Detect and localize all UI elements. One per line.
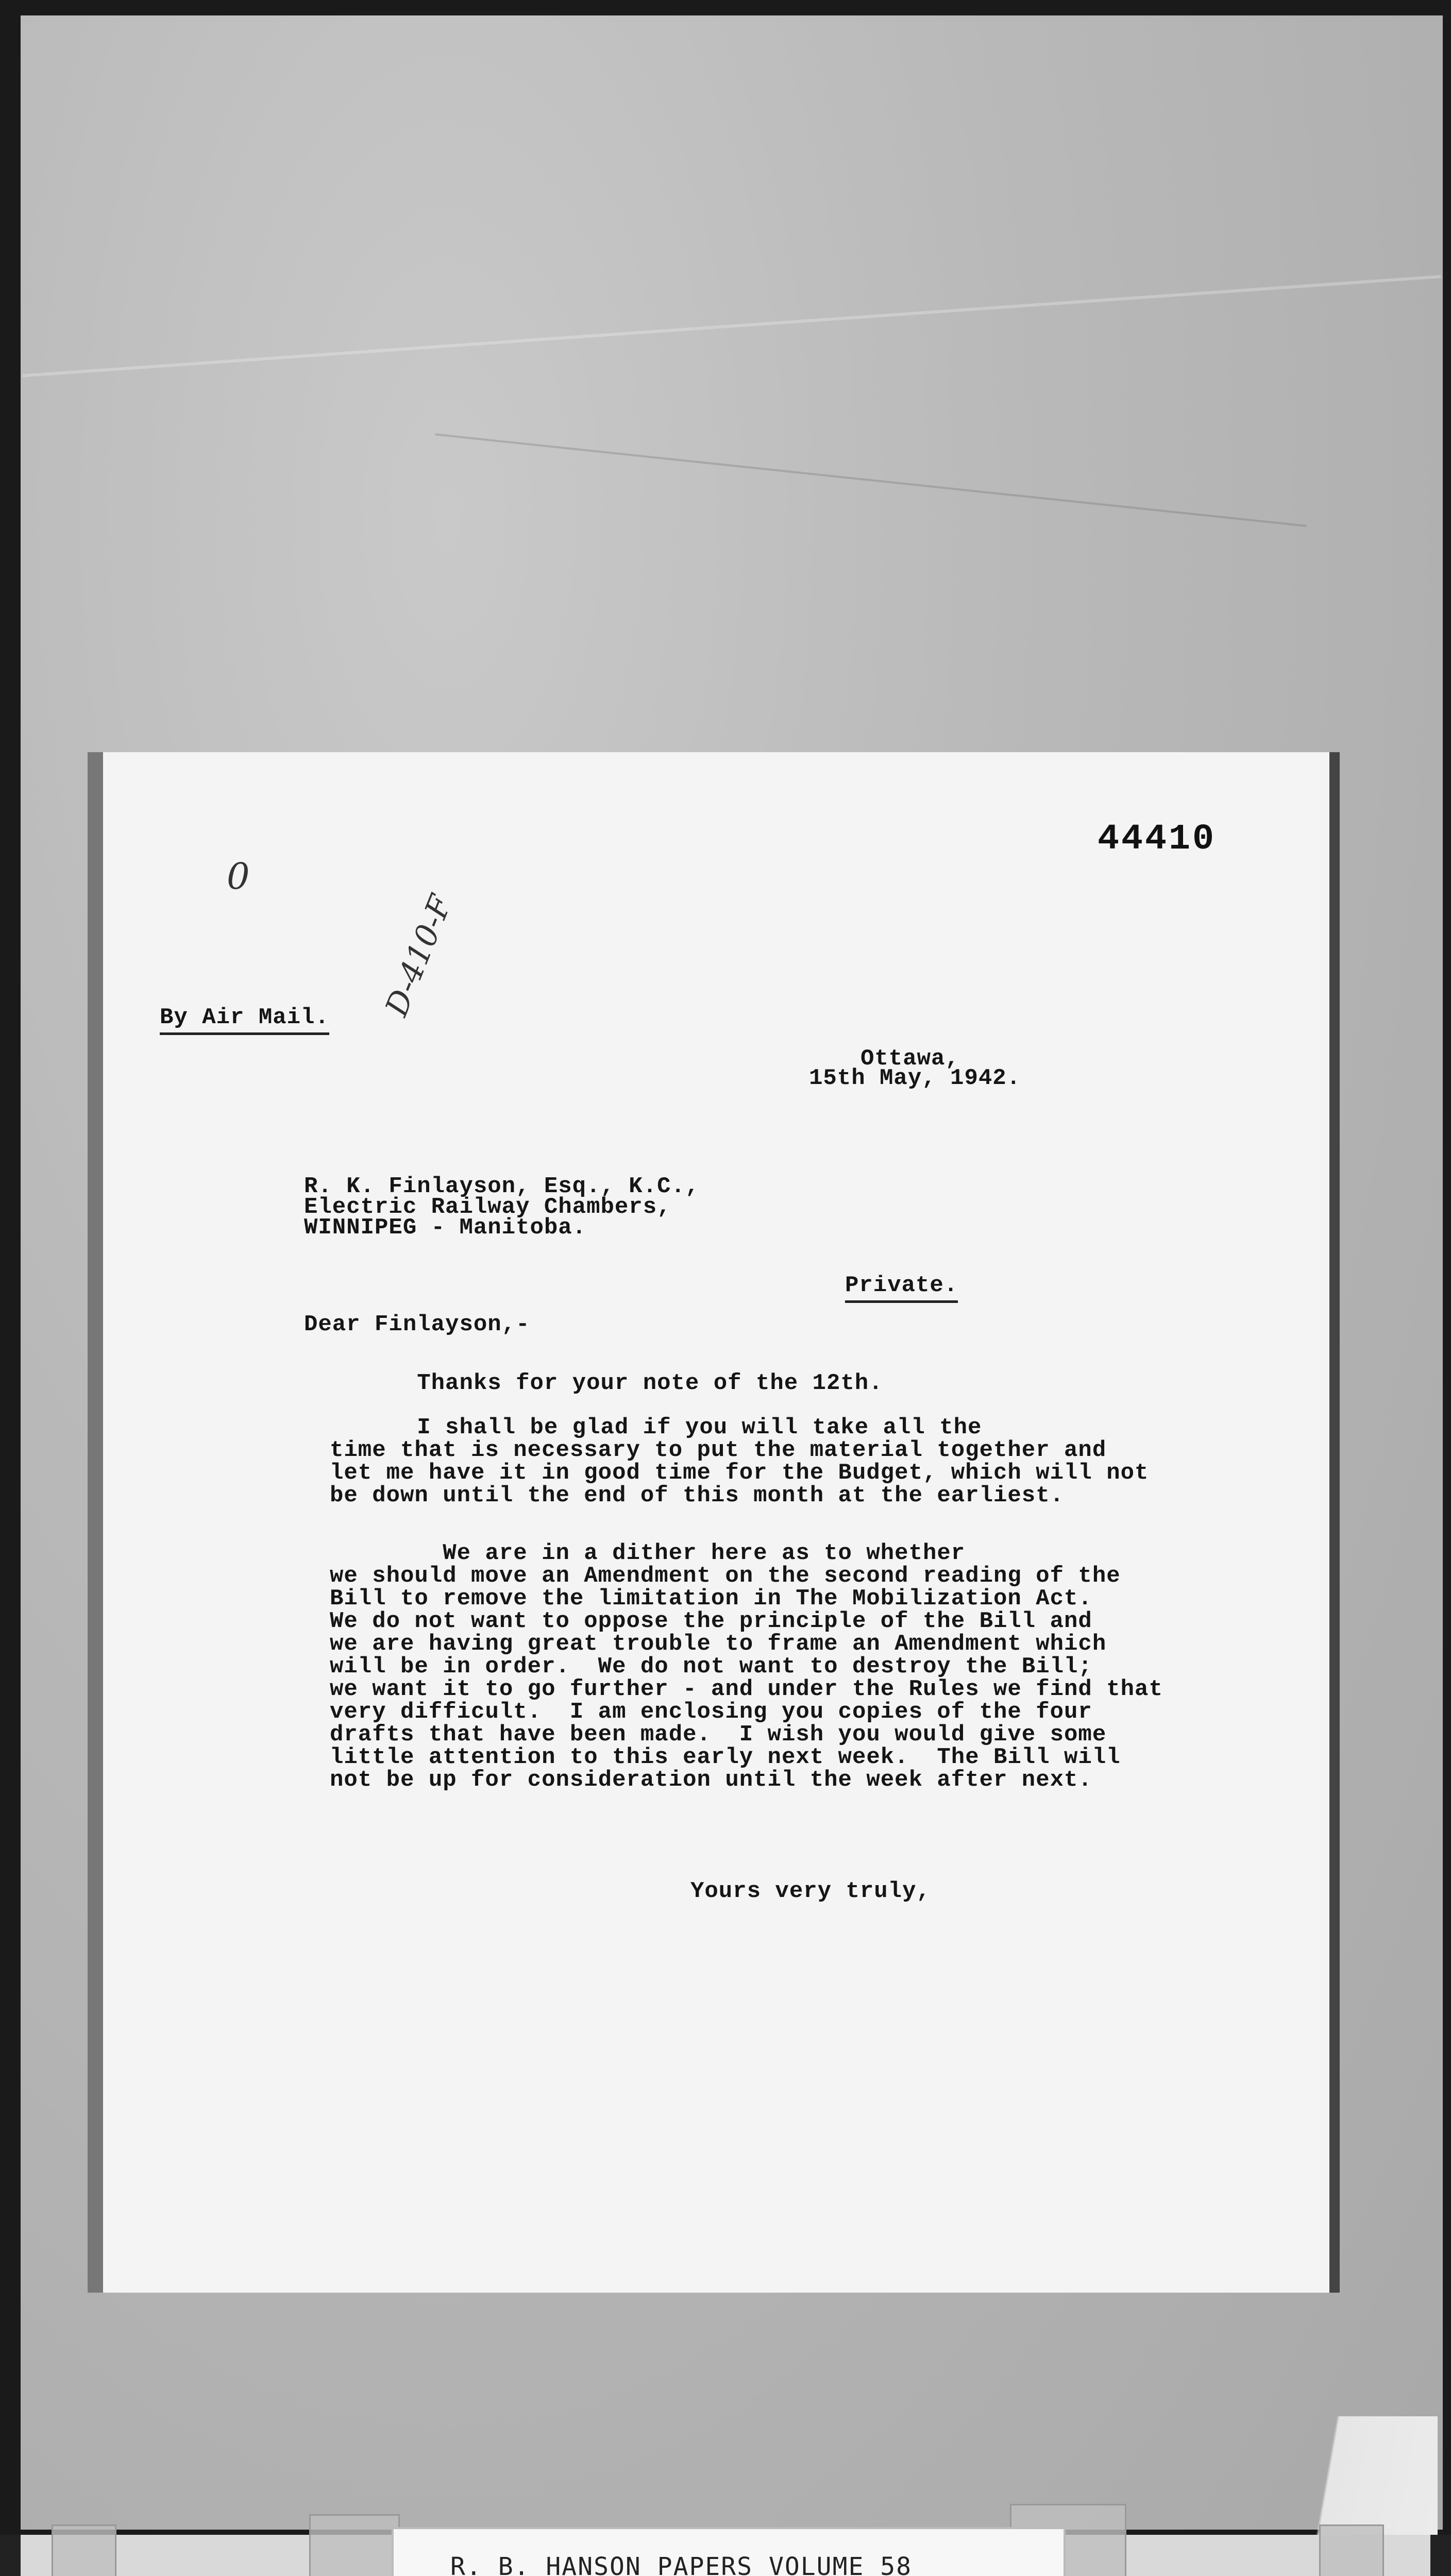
recipient-line: WINNIPEG - Manitoba. bbox=[304, 1215, 587, 1241]
date: 15th May, 1942. bbox=[809, 1065, 1021, 1091]
paper-crease bbox=[435, 433, 1306, 527]
paper-crease bbox=[22, 275, 1441, 378]
body-line: let me have it in good time for the Budget, which will not bbox=[330, 1460, 1149, 1486]
body-line: will be in order. We do not want to destroy the Bill; bbox=[330, 1654, 1092, 1680]
handwritten-mark: 0 bbox=[227, 855, 250, 897]
body-line: We do not want to oppose the principle of the Bill and bbox=[330, 1608, 1092, 1634]
body-line: time that is necessary to put the material together and bbox=[330, 1437, 1107, 1463]
salutation: Dear Finlayson,- bbox=[304, 1312, 530, 1337]
body-line: be down until the end of this month at the earliest. bbox=[330, 1483, 1065, 1509]
body-line: very difficult. I am enclosing you copies of the four bbox=[330, 1699, 1092, 1725]
place: Ottawa, bbox=[861, 1046, 959, 1072]
body-line: I shall be glad if you will take all the bbox=[304, 1415, 982, 1440]
body-line: little attention to this early next week. The Bill will bbox=[330, 1744, 1121, 1770]
body-line: Thanks for your note of the 12th. bbox=[304, 1370, 883, 1396]
by-air-mail: By Air Mail. bbox=[160, 1005, 329, 1035]
body-line: We are in a dither here as to whether bbox=[330, 1540, 966, 1566]
body-line: we should move an Amendment on the second reading of the bbox=[330, 1563, 1121, 1589]
body-line: not be up for consideration until the week after next. bbox=[330, 1767, 1092, 1793]
tape-strip bbox=[52, 2524, 116, 2576]
frame-edge bbox=[0, 2535, 21, 2576]
recipient-line: Electric Railway Chambers, bbox=[304, 1194, 671, 1220]
body-line: drafts that have been made. I wish you would give some bbox=[330, 1722, 1107, 1748]
frame-edge bbox=[1430, 2535, 1451, 2576]
private-marking: Private. bbox=[845, 1273, 958, 1303]
tape-strip bbox=[1319, 2524, 1384, 2576]
volume-label bbox=[392, 2527, 1066, 2576]
body-line: we are having great trouble to frame an Amendment which bbox=[330, 1631, 1107, 1657]
document-number: 44410 bbox=[1098, 819, 1217, 860]
handwritten-note: D-410-F bbox=[378, 890, 460, 1022]
tape-strip bbox=[309, 2514, 400, 2576]
volume-label-text: R. B. HANSON PAPERS VOLUME 58 bbox=[450, 2552, 913, 2576]
closing: Yours very truly, bbox=[690, 1878, 931, 1904]
recipient-line: R. K. Finlayson, Esq., K.C., bbox=[304, 1174, 700, 1199]
body-line: we want it to go further - and under the Rules we find that bbox=[330, 1676, 1163, 1702]
body-line: Bill to remove the limitation in The Mobilization Act. bbox=[330, 1586, 1092, 1612]
letter-page bbox=[103, 752, 1329, 2293]
